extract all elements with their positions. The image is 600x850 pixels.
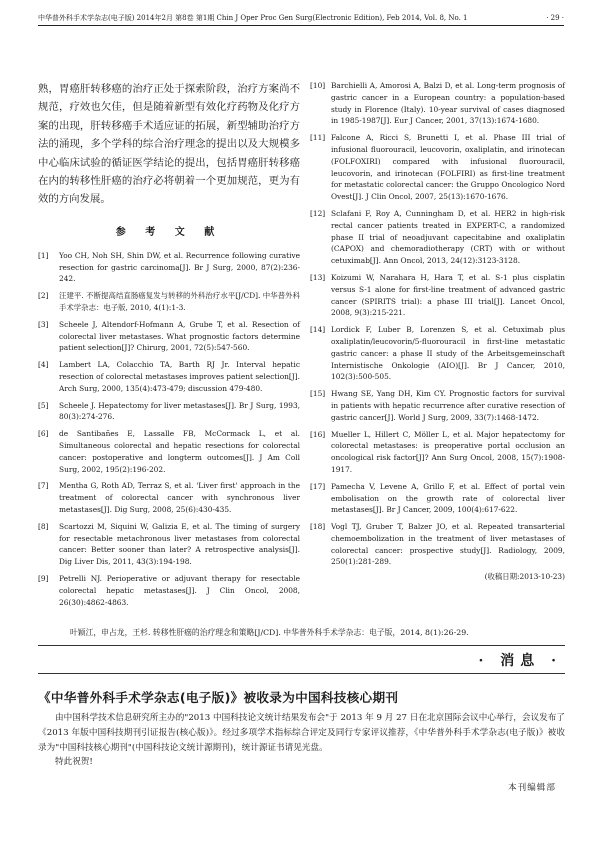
reference-item — [38, 521, 300, 568]
reference-number: [3] — [38, 319, 49, 329]
reference-item — [310, 132, 565, 203]
reference-text: Scartozzi M, Siquini W, Galizia E, et al. The timing of surgery for resectable metachronous liver metastases from colorectal cancer: Better sooner than later? A retrospective analysis[J]. Dig Liver Dis, 2011, 43(3):194-198. — [59, 521, 300, 567]
reference-item — [38, 359, 300, 394]
reference-number: [9] — [38, 573, 49, 583]
reference-item — [310, 208, 565, 267]
reference-item — [38, 428, 300, 475]
reference-text: Scheele J. Hepatectomy for liver metastases[J]. Br J Surg, 1993, 80(3):274-276. — [59, 400, 300, 422]
reference-number: [4] — [38, 360, 49, 370]
editorial-signature: 本刊编辑部 — [508, 783, 556, 793]
reference-item — [310, 324, 565, 383]
reference-number: [13] — [310, 272, 326, 282]
reference-list-right — [310, 80, 565, 568]
reference-number: [1] — [38, 250, 49, 260]
reference-number: [15] — [310, 389, 326, 399]
reference-item — [310, 388, 565, 423]
reference-text: Lordick F, Luber B, Lorenzen S, et al. Cetuximab plus oxaliplatin/leucovorin/5-fluorouracil in first-line metastatic gastric cancer: a phase II study of the Arbeitsgemeinschaft Internistische Onkologie (AIO)[J]. Br J Cancer, 2010, 102(3):500-505. — [331, 325, 565, 382]
reference-text: de Santibañes E, Lassalle FB, McCormack L, et al. Simultaneous colorectal and hepatic resections for colorectal cancer: postoperative and longterm outcomes[J]. J Am Coll Surg, 2002, 195(2):196-202. — [59, 429, 300, 474]
reference-text: Mentha G, Roth AD, Terraz S, et al. 'Liver first' approach in the treatment of colorectal cancer with synchronous liver metastases[J]. Dig Surg, 2008, 25(6):430-435. — [59, 481, 300, 514]
reference-number: [5] — [38, 400, 49, 410]
conclusion-paragraph: 熟，胃癌肝转移癌的治疗正处于探索阶段，治疗方案尚不规范，疗效也欠佳，但是随着新型有效化疗药物及化疗方案的出现，肝转移癌手术适应证的拓展，新型辅助治疗方法的涌现，多个学科的综合治疗理念的提出以及大规模多中心临床试验的循证医学结论的提出，包括胃癌肝转移癌在内的转移性肝癌的治疗必将朝着一个更加规范，更为有效的方向发展。 — [38, 83, 300, 206]
reference-text: Hwang SE, Yang DH, Kim CY. Prognostic factors for survival in patients with hepatic recurrence after curative resection of gastric cancer[J]. World J Surg, 2009, 33(7):1468-1472. — [331, 389, 565, 422]
received-date: (收稿日期:2013-10-23) — [484, 572, 565, 582]
reference-number: [16] — [310, 429, 326, 439]
page-number: · 29 · — [546, 14, 564, 22]
reference-item — [38, 290, 300, 314]
reference-item — [310, 429, 565, 476]
article-citation: 叶颖江，申占龙，王杉. 转移性肝癌的治疗理念和策略[J/CD]. 中华普外科手术学杂志：电子版，2014, 8(1):26-29. — [70, 628, 469, 637]
reference-item — [38, 573, 300, 608]
reference-item — [310, 80, 565, 127]
reference-list-left — [38, 250, 300, 609]
reference-item — [310, 272, 565, 319]
news-paragraph: 由中国科学技术信息研究所主办的"2013 中国科技论文统计结果发布会"于 2013 年 9 月 27 日在北京国际会议中心举行，会议发布了《2013 年版中国科技期刊引证报告(核心版)》。经过多项学术指标综合评定及同行专家评议推荐，《中华普外科手术学杂志(电子版)》被收录为"中国科技核心期刊"(中国科技论文统计源期刊)，统计源证书请见光盘。 — [38, 713, 565, 753]
reference-number: [11] — [310, 133, 326, 143]
reference-text: Petrelli NJ. Perioperative or adjuvant therapy for resectable colorectal hepatic metastases[J]. J Clin Oncol, 2008, 26(30):4862-4863. — [59, 573, 300, 607]
reference-item — [38, 250, 300, 285]
reference-text: Sclafani F, Roy A, Cunningham D, et al. HER2 in high-risk rectal cancer patients treated in EXPERT-C, a randomized phase II trial of neoadjuvant capecitabine and oxaliplatin (CAPOX) and chemoradiotherapy (CRT) with or without cetuximab[J]. Ann Oncol, 2013, 24(12):3123-3128. — [331, 208, 565, 266]
reference-item — [38, 319, 300, 354]
running-title: 中华普外科手术学杂志(电子版) 2014年2月 第8卷 第1期 Chin J Oper Proc Gen Surg(Electronic Edition), Feb 2014, Vol. 8, No. 1 — [38, 14, 468, 22]
news-section-label: · 消息 · — [478, 653, 562, 669]
reference-item — [38, 400, 300, 424]
reference-number: [2] — [38, 291, 49, 301]
reference-number: [14] — [310, 325, 326, 335]
divider-top — [38, 645, 565, 646]
left-column — [38, 80, 300, 613]
reference-item — [310, 521, 565, 568]
reference-number: [6] — [38, 429, 49, 439]
reference-number: [12] — [310, 208, 326, 218]
reference-text: Falcone A, Ricci S, Brunetti I, et al. Phase III trial of infusional fluorouracil, leucovorin, oxaliplatin, and irinotecan (FOLFOXIRI) compared with infusional fluorouracil, leucovorin, and irinotecan (FOLFIRI) as first-line treatment for metastatic colorectal cancer: the Gruppo Oncologico Nord Ovest[J]. J Clin Oncol, 2007, 25(13):1670-1676. — [331, 133, 565, 202]
reference-text: Vogl TJ, Gruber T, Balzer JO, et al. Repeated transarterial chemoembolization in the treatment of liver metastases of colorectal cancer: prospective study[J]. Radiology, 2009, 250(1):281-289. — [331, 522, 565, 567]
reference-text: Yoo CH, Noh SH, Shin DW, et al. Recurrence following curative resection for gastric carcinoma[J]. Br J Surg, 2000, 87(2):236-242. — [59, 250, 300, 284]
divider-bottom — [38, 673, 565, 674]
reference-text: Scheele J, Altendorf-Hofmann A, Grube T, et al. Resection of colorectal liver metastases. What prognostic factors determine patient selection[J]? Chirurg, 2001, 72(5):547-560. — [59, 319, 300, 353]
reference-text: Lambert LA, Colacchio TA, Barth RJ Jr. Interval hepatic resection of colorectal metastases improves patient selection[J]. Arch Surg, 2000, 135(4):473-479; discussion 479-480. — [59, 360, 300, 393]
reference-text: 汪建平. 不断提高结直肠癌复发与转移的外科治疗水平[J/CD]. 中华普外科手术学杂志：电子版, 2010, 4(1):1-3. — [59, 291, 300, 313]
reference-number: [17] — [310, 481, 326, 491]
reference-number: [18] — [310, 522, 326, 532]
running-header — [38, 13, 564, 26]
reference-text: Koizumi W, Narahara H, Hara T, et al. S-1 plus cisplatin versus S-1 alone for first-line treatment of advanced gastric cancer (SPIRITS trial): a phase III trial[J]. Lancet Oncol, 2008, 9(3):215-221. — [331, 272, 565, 318]
reference-text: Mueller L, Hillert C, Möller L, et al. Major hepatectomy for colorectal metastases: is preoperative portal occlusion an oncological risk factor[J]? Ann Surg Oncol, 2008, 15(7):1908-1917. — [331, 429, 565, 474]
reference-text: Pamecha V, Levene A, Grillo F, et al. Effect of portal vein embolisation on the growth rate of colorectal liver metastases[J]. Br J Cancer, 2009, 100(4):617-622. — [331, 481, 565, 515]
reference-text: Barchielli A, Amorosi A, Balzi D, et al. Long-term prognosis of gastric cancer in a European country: a population-based study in Florence (Italy). 10-year survival of cases diagnosed in 1985-1987[J]. Eur J Cancer, 2001, 37(13):1674-1680. — [331, 81, 565, 126]
references-heading: 参 考 文 献 — [115, 226, 223, 238]
reference-number: [10] — [310, 81, 326, 90]
news-body — [38, 711, 565, 770]
news-closing: 特此祝贺! — [55, 757, 93, 768]
reference-item — [38, 480, 300, 515]
news-title: 《中华普外科手术学杂志(电子版)》被收录为中国科技核心期刊 — [38, 690, 399, 705]
right-column — [310, 80, 565, 582]
reference-item — [310, 481, 565, 516]
reference-number: [8] — [38, 521, 49, 531]
reference-number: [7] — [38, 481, 49, 491]
